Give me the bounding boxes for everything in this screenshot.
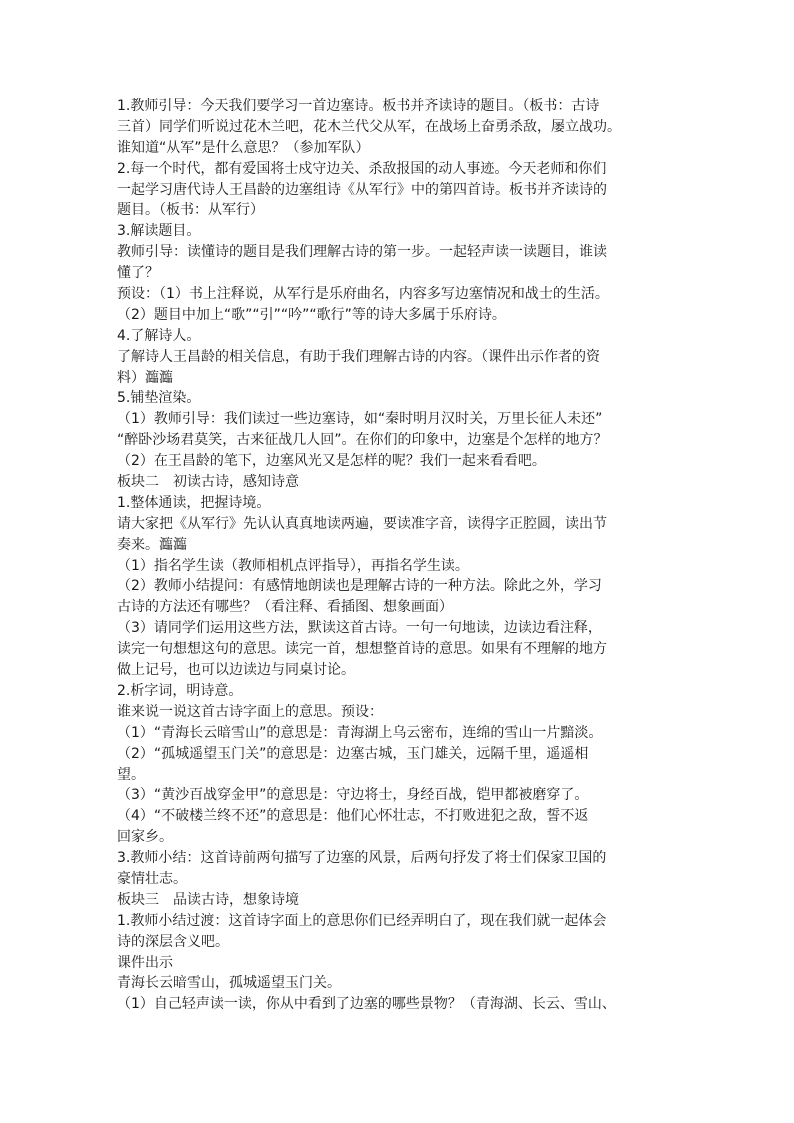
text-line: （1）教师引导：我们读过一些边塞诗，如“秦时明月汉时关，万里长征人未还” [117,411,603,428]
text-line: 料）瀶瀶 [117,369,173,386]
text-line: 1.教师引导：今天我们要学习一首边塞诗。板书并齐读诗的题目。（板书：古诗 [117,98,600,114]
text-line: 谁知道“从军”是什么意思？（参加军队） [117,139,370,156]
text-line: （3）“黄沙百战穿金甲”的意思是：守边将士，身经百战，铠甲都被磨穿了。 [117,787,589,804]
text-line: 古诗的方法还有哪些？（看注释、看插图、想象画面） [117,599,453,616]
text-line: 题目。（板书：从军行） [117,202,264,219]
text-line: （2）教师小结提问：有感情地朗读也是理解古诗的一种方法。除此之外，学习 [117,578,602,595]
text-line: 诗的深层含义吧。 [117,933,229,950]
text-line: 3.教师小结：这首诗前两句描写了边塞的风景，后两句抒发了将士们保家卫国的 [117,850,607,867]
text-line: 做上记号，也可以边读边与同桌讨论。 [117,662,355,679]
text-line: 读完一句想想这句的意思。读完一首，想想整首诗的意思。如果有不理解的地方 [117,641,607,658]
text-line: （1）“青海长云暗雪山”的意思是：青海湖上乌云密布，连绵的雪山一片黯淡。 [117,724,603,741]
text-line: （2）在王昌龄的笔下，边塞风光又是怎样的呢？我们一起来看看吧。 [117,453,546,470]
text-line: 望。 [117,766,145,783]
text-line: 奏来。瀶瀶 [117,536,187,553]
text-line: （1）指名学生读（教师相机点评指导），再指名学生读。 [117,557,469,574]
text-line: 2.析字词，明诗意。 [117,682,243,699]
text-line: 教师引导：读懂诗的题目是我们理解古诗的第一步。一起轻声读一读题目，谁读 [117,244,607,261]
text-line: （2）题目中加上“歌”“引”“吟”“歌行”等的诗大多属于乐府诗。 [117,306,506,323]
text-line: 课件出示 [117,954,173,971]
text-line: 2.每一个时代，都有爱国将士戍守边关、杀敌报国的动人事迹。今天老师和你们 [117,160,607,177]
text-line: 谁来说一说这首古诗字面上的意思。预设： [117,703,383,720]
text-line: （1）自己轻声读一读，你从中看到了边塞的哪些景物？（青海湖、长云、雪山、 [117,996,616,1013]
text-line: 豪情壮志。 [117,870,187,887]
text-line: 回家乡。 [117,829,173,846]
text-line: “醉卧沙场君莫笑，古来征战几人回”。在你们的印象中，边塞是个怎样的地方？ [117,432,608,449]
text-line: 板块二 初读古诗，感知诗意 [117,474,299,491]
text-line: （2）“孤城遥望玉门关”的意思是：边塞古城，玉门雄关，远隔千里，遥遥相 [117,745,589,762]
text-line: 三首）同学们听说过花木兰吧，花木兰代父从军，在战场上奋勇杀敌，屡立战功。 [117,118,621,135]
document-body [117,96,677,1015]
text-line: 1.整体通读，把握诗境。 [117,494,271,511]
text-line: 1.教师小结过渡：这首诗字面上的意思你们已经弄明白了，现在我们就一起体会 [117,912,607,929]
text-line: 4.了解诗人。 [117,327,201,344]
text-line: 了解诗人王昌龄的相关信息，有助于我们理解古诗的内容。（课件出示作者的资 [117,348,600,365]
text-line: 预设：（1）书上注释说，从军行是乐府曲名，内容多写边塞情况和战士的生活。 [117,286,609,303]
text-line: 青海长云暗雪山，孤城遥望玉门关。 [117,975,341,992]
text-line: 3.解读题目。 [117,223,201,240]
text-line: 懂了？ [117,265,159,282]
text-line: 板块三 品读古诗，想象诗境 [117,891,299,908]
text-line: （3）请同学们运用这些方法，默读这首古诗。一句一句地读，边读边看注释， [117,620,602,637]
text-line: 5.铺垫渲染。 [117,390,201,407]
text-line: 请大家把《从军行》先认认真真地读两遍，要读准字音，读得字正腔圆，读出节 [117,515,607,532]
text-line: （4）“不破楼兰终不还”的意思是：他们心怀壮志，不打败进犯之敌，誓不返 [117,808,589,825]
text-line: 一起学习唐代诗人王昌龄的边塞组诗《从军行》中的第四首诗。板书并齐读诗的 [117,181,607,198]
